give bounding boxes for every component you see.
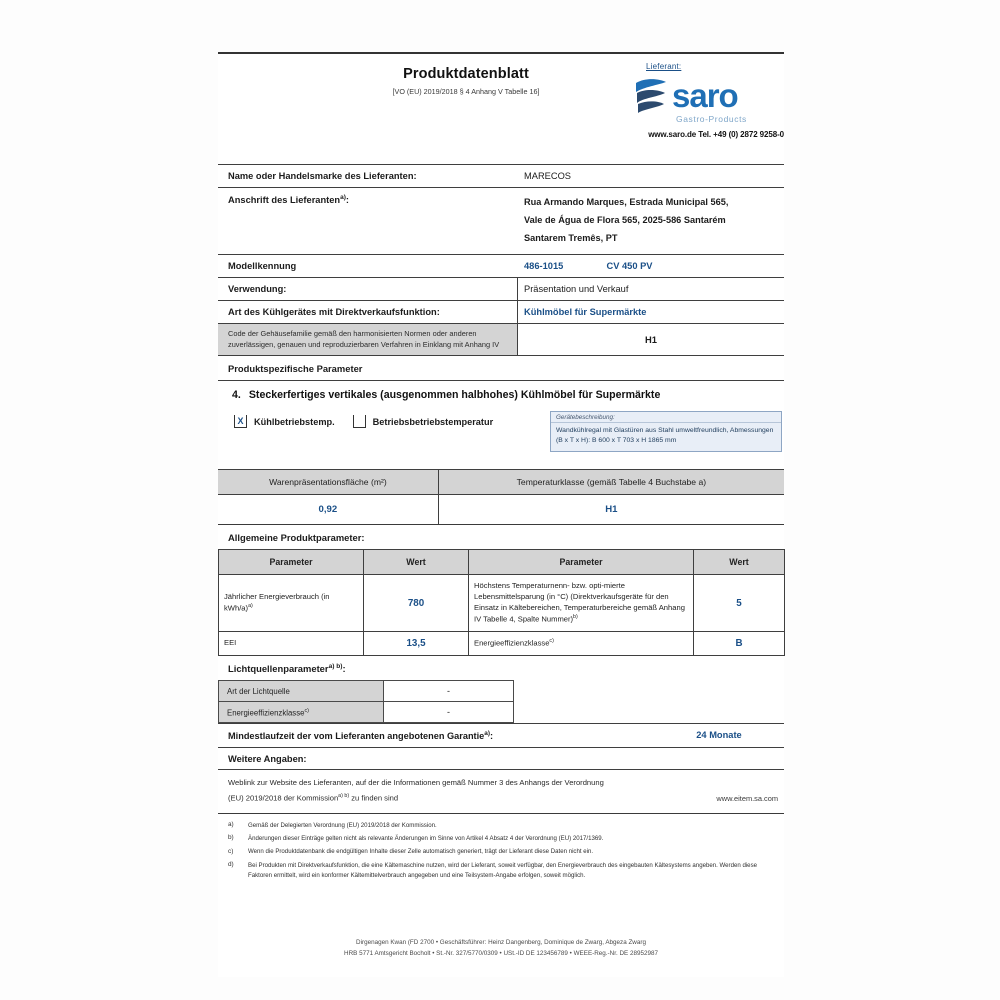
supplier-address-row — [218, 187, 784, 254]
param-label: Höchstens Temperaturnenn- bzw. opti-mierte Lebensmittelsparung (in °C) (Direktverkaufsgeräte für den Einsatz in Kältebereichen, Temperaturbereiche gemäß Anhang IV Tabelle 4, Spalte Nummer) — [474, 581, 685, 624]
checkbox-frozen-label: Betriebsbetriebstemperatur — [372, 416, 494, 427]
display-area-value: 0,92 — [218, 495, 438, 525]
appliance-type-value: Kühlmöbel für Supermärkte — [524, 306, 647, 317]
company-footer — [218, 937, 784, 959]
saro-tagline: Gastro-Products — [676, 114, 747, 124]
footnote-text: Änderungen dieser Einträge gelten nicht als relevante Änderungen im Sinne von Artikel 4 Absatz 4 der Verordnung (EU) 2017/1369. — [248, 834, 604, 842]
param-temperature — [469, 575, 694, 632]
supplier-website-link[interactable]: www.eitem.sa.com — [716, 794, 778, 804]
warranty-label-sup: a) — [484, 730, 491, 738]
usage-label: Verwendung: — [218, 278, 518, 300]
general-params-title: Allgemeine Produktparameter: — [228, 532, 365, 544]
appliance-type-label: Art des Kühlgerätes mit Direktverkaufsfunktion: — [218, 301, 518, 323]
regulation-reference: [VO (EU) 2019/2018 § 4 Anhang V Tabelle 16] — [392, 87, 540, 96]
model-label: Modellkennung — [228, 260, 297, 271]
spacer-cell — [514, 681, 784, 702]
light-source-type-value: - — [384, 681, 514, 702]
supplier-name-value: MARECOS — [524, 171, 572, 181]
table-header-row — [219, 550, 785, 575]
supplier-address-value — [518, 188, 784, 254]
footnote-text: Wenn die Produktdatenbank die endgültigen Inhalte dieser Zelle automatisch generiert, trägt der Lieferant diese Daten nicht ein. — [248, 848, 594, 856]
further-info-heading: Weitere Angaben: — [218, 748, 784, 770]
company-footer-line-2: HRB 5771 Amtsgericht Bocholt • St.-Nr. 327/5770/0309 • USt.-ID DE 123456789 • WEEE-Reg.-Nr. DE 28952987 — [344, 949, 658, 957]
address-line: Vale de Água de Flora 565, 2025-586 Santarém — [524, 214, 726, 225]
light-source-type-label: Art der Lichtquelle — [219, 681, 384, 702]
value-energy-class: B — [694, 631, 785, 655]
page-title: Produktdatenblatt — [403, 66, 529, 82]
temp-class-header: Temperaturklasse (gemäß Tabelle 4 Buchstabe a) — [438, 470, 784, 495]
light-source-title-sup: a) b) — [328, 663, 343, 671]
checkbox-frozen[interactable] — [353, 415, 366, 428]
model-code: 486-1015 — [524, 260, 564, 271]
product-category-number: 4. — [232, 389, 241, 402]
col-header-parameter-left: Parameter — [219, 550, 364, 575]
housing-family-label: Code der Gehäusefamilie gemäß den harmonisierten Normen oder anderen zuverlässigen, genauen und reproduzierbaren Verfahren in Einklang mit Anhang IV — [218, 324, 518, 355]
address-line: Rua Armando Marques, Estrada Municipal 565, — [524, 197, 729, 207]
warranty-label: Mindestlaufzeit der vom Lieferanten angebotenen Garantie$^{a)}$: — [228, 730, 494, 742]
warranty-value: 24 Monate — [696, 730, 742, 741]
device-description-callout — [550, 411, 782, 451]
supplier-name-row — [218, 164, 784, 187]
col-header-parameter-right: Parameter — [469, 550, 694, 575]
further-info-line-1: Weblink zur Website des Lieferanten, auf der die Informationen gemäß Nummer 3 des Anhangs der Verordnung — [228, 778, 604, 788]
saro-logo — [634, 76, 784, 116]
brand-block — [604, 62, 784, 139]
value-eei: 13,5 — [364, 631, 469, 655]
supplier-address-label-sup: a) — [340, 194, 346, 201]
value-temperature: 5 — [694, 575, 785, 632]
usage-row — [218, 277, 784, 300]
footnote-marker: b) — [228, 834, 234, 842]
callout-body: Wandkühlregal mit Glastüren aus Stahl umweltfreundlich, Abmessungen (B x T x H): B 600 x T 703 x H 1865 mm — [556, 427, 774, 445]
warranty-row — [218, 723, 784, 748]
param-energy-class — [469, 631, 694, 655]
model-row — [218, 254, 784, 277]
footnote-item — [228, 847, 780, 857]
table-row — [219, 575, 785, 632]
product-category-title: Steckerfertiges vertikales (ausgenommen halbhohes) Kühlmöbel für Supermärkte — [248, 389, 661, 402]
product-category-line — [218, 380, 784, 407]
param-sup: b) — [573, 613, 578, 620]
param-label: Energieeffizienzklasse — [474, 638, 550, 648]
address-line: Santarem Tremês, PT — [524, 232, 618, 243]
light-source-table — [218, 680, 784, 723]
housing-family-value: H1 — [518, 324, 784, 355]
table-row — [219, 631, 785, 655]
param-eei — [219, 631, 364, 655]
checkbox-chilled[interactable]: X — [234, 415, 247, 428]
param-label: EEI — [224, 638, 237, 648]
appliance-type-row — [218, 300, 784, 323]
supplier-address-label: Anschrift des Lieferanten$^{a)}$: — [228, 194, 349, 206]
usage-value: Präsentation und Verkauf — [524, 283, 629, 294]
table-row — [219, 702, 784, 723]
footnote-text: Gemäß der Delegierten Verordnung (EU) 2019/2018 der Kommission. — [248, 821, 437, 829]
general-params-table — [218, 549, 785, 656]
footnote-item — [228, 821, 780, 831]
product-params-title: Produktspezifische Parameter — [218, 355, 784, 380]
display-area-header: Warenpräsentationsfläche (m²) — [218, 470, 438, 495]
spacer-cell — [514, 702, 784, 723]
light-source-title: Lichtquellenparameter$^{a) b)}$: — [228, 663, 346, 675]
saro-logo-mark — [634, 76, 668, 116]
supplier-name-label: Name oder Handelsmarke des Lieferanten: — [228, 171, 417, 181]
table-row — [218, 495, 784, 525]
supplier-address-label-text: Anschrift des Lieferanten — [228, 195, 341, 206]
further-info-line-2-end: zu finden sind — [351, 793, 399, 803]
document-header — [218, 52, 784, 164]
datasheet — [218, 52, 784, 977]
light-source-class-sup: c) — [304, 707, 309, 714]
saro-wordmark: saro — [672, 77, 738, 115]
saro-contact: www.saro.de Tel. +49 (0) 2872 9258-0 — [648, 130, 784, 139]
footnote-item — [228, 861, 780, 881]
light-source-title-text: Lichtquellenparameter — [228, 663, 329, 675]
operating-temp-checkboxes — [218, 407, 784, 469]
param-sup: a) — [248, 602, 253, 609]
further-info-body — [218, 770, 784, 813]
col-header-value-left: Wert — [364, 550, 469, 575]
param-label: Jährlicher Energieverbrauch (in kWh/a) — [224, 592, 330, 613]
footnotes — [218, 814, 784, 881]
model-value — [518, 255, 784, 277]
light-source-class-label-text: Energieeffizienzklasse — [227, 708, 305, 718]
footnote-marker: a) — [228, 821, 234, 829]
param-sup: c) — [549, 637, 554, 644]
model-name: CV 450 PV — [606, 260, 653, 271]
footnote-item — [228, 834, 780, 844]
table-row — [219, 681, 784, 702]
checkbox-chilled-label: Kühlbetriebstemp. — [254, 416, 335, 427]
param-energy-consumption — [219, 575, 364, 632]
further-info-line-2-sup: a) b) — [338, 793, 350, 800]
further-info-line-2-text: (EU) 2019/2018 der Kommission — [228, 793, 339, 803]
callout-heading: Gerätebeschreibung: — [551, 412, 781, 423]
footnote-marker: d) — [228, 861, 234, 869]
light-source-class-value: - — [384, 702, 514, 723]
footnote-text: Bei Produkten mit Direktverkaufsfunktion, die eine Kältemaschine nutzen, wird der Lieferant, soweit verfügbar, den Energieverbrauch des eingebauten Kältesystems angeben. Werden diese Faktoren ermittelt, wird ein konformer Kältemittelverbrauch angegeben und eine Teilsystem-Angabe erfolgen, soweit möglich. — [248, 861, 758, 879]
housing-family-row — [218, 323, 784, 355]
company-footer-line-1: Dirgenagen Kwan (FD 2700 • Geschäftsführer: Heinz Dangenberg, Dominique de Zwarg, Abgeza Zwarg — [356, 938, 646, 946]
warranty-label-text: Mindestlaufzeit der vom Lieferanten angebotenen Garantie — [228, 731, 485, 742]
light-source-class-label — [219, 702, 384, 723]
supplier-caption: Lieferant: — [646, 62, 682, 71]
temp-class-value: H1 — [438, 495, 784, 525]
display-area-table — [218, 469, 784, 525]
table-header-row — [218, 470, 784, 495]
col-header-value-right: Wert — [694, 550, 785, 575]
further-info-line-2 — [228, 791, 776, 806]
value-energy-consumption: 780 — [364, 575, 469, 632]
footnote-marker: c) — [228, 847, 234, 855]
